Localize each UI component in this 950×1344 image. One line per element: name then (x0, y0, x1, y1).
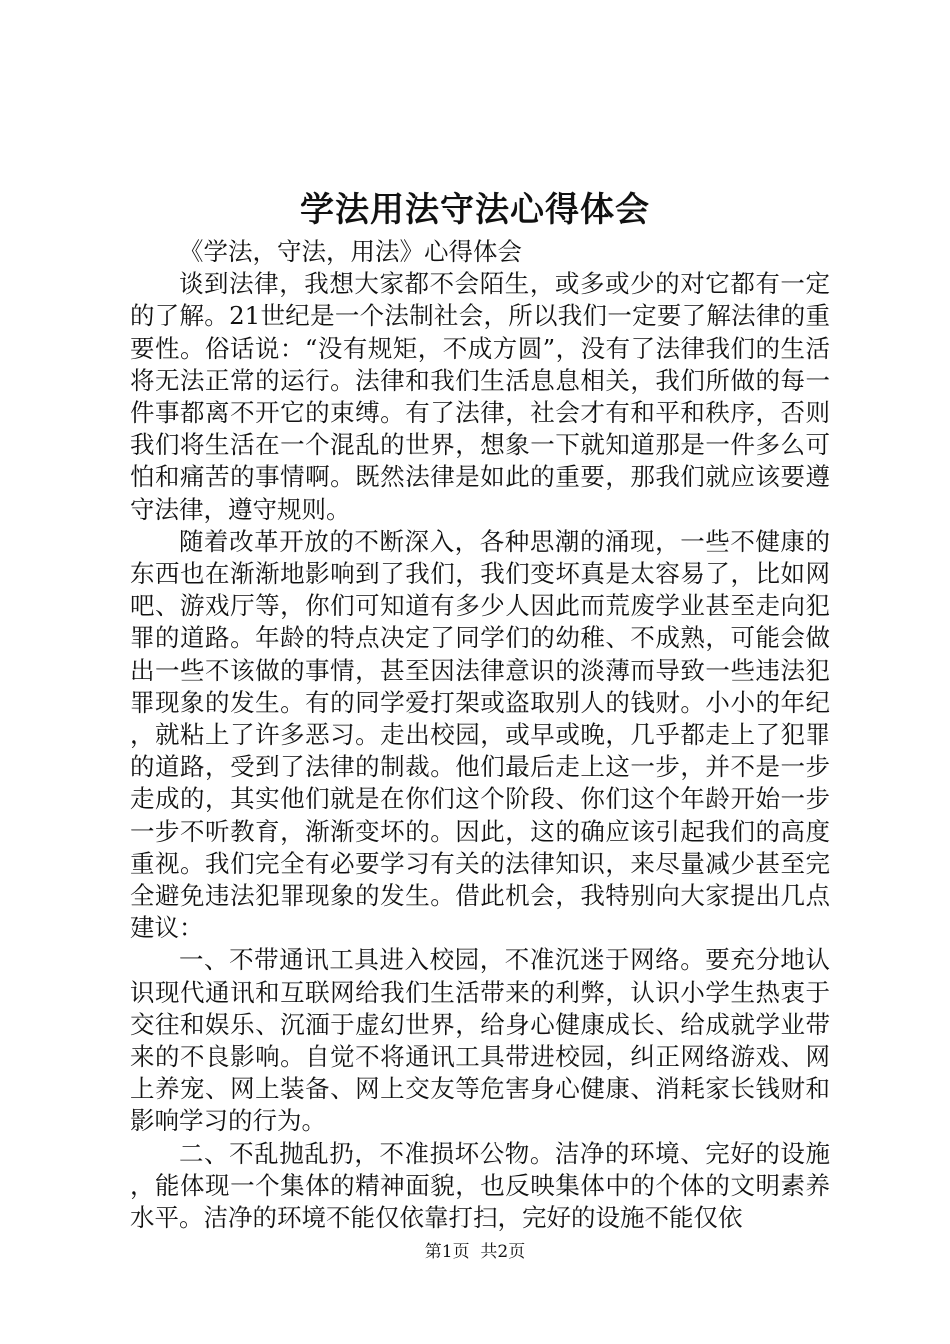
subtitle-paragraph: 《学法，守法，用法》心得体会 (179, 237, 522, 266)
document-body (130, 236, 830, 1234)
page-number: 第1页 (424, 1242, 470, 1262)
document-title: 学法用法守法心得体会 (300, 190, 650, 230)
footer-spacer (470, 1242, 481, 1262)
page-footer (0, 1240, 950, 1264)
body-paragraph: 一、不带通讯工具进入校园，不准沉迷于网络。要充分地认识现代通讯和互联网给我们生活带来的利弊，认识小学生热衷于交往和娱乐、沉湎于虚幻世界，给身心健康成长、给成就学业带来的不良影响。自觉不将通讯工具带进校园，纠正网络游戏、网上养宠、网上装备、网上交友等危害身心健康、消耗家长钱财和影响学习的行为。 (130, 945, 830, 1136)
page-total: 共2页 (480, 1242, 526, 1262)
body-paragraph: 谈到法律，我想大家都不会陌生，或多或少的对它都有一定的了解。21世纪是一个法制社会，所以我们一定要了解法律的重要性。俗话说：“没有规矩，不成方圆”，没有了法律我们的生活将无法正常的运行。法律和我们生活息息相关，我们所做的每一件事都离不开它的束缚。有了法律，社会才有和平和秩序，否则我们将生活在一个混乱的世界，想象一下就知道那是一件多么可怕和痛苦的事情啊。既然法律是如此的重要，那我们就应该要遵守法律，遵守规则。 (130, 269, 830, 524)
body-paragraph: 二、不乱抛乱扔，不准损坏公物。洁净的环境、完好的设施，能体现一个集体的精神面貌，也反映集体中的个体的文明素养水平。洁净的环境不能仅依靠打扫，完好的设施不能仅依 (130, 1138, 830, 1233)
body-paragraph: 随着改革开放的不断深入，各种思潮的涌现，一些不健康的东西也在渐渐地影响到了我们，我们变坏真是太容易了，比如网吧、游戏厅等，你们可知道有多少人因此而荒废学业甚至走向犯罪的道路。年龄的特点决定了同学们的幼稚、不成熟，可能会做出一些不该做的事情，甚至因法律意识的淡薄而导致一些违法犯罪现象的发生。有的同学爱打架或盗取别人的钱财。小小的年纪，就粘上了许多恶习。走出校园，或早或晚，几乎都走上了犯罪的道路，受到了法律的制裁。他们最后走上这一步，并不是一步走成的，其实他们就是在你们这个阶段、你们这个年龄开始一步一步不听教育，渐渐变坏的。因此，这的确应该引起我们的高度重视。我们完全有必要学习有关的法律知识，来尽量减少甚至完全避免违法犯罪现象的发生。借此机会，我特别向大家提出几点建议： (130, 526, 830, 943)
